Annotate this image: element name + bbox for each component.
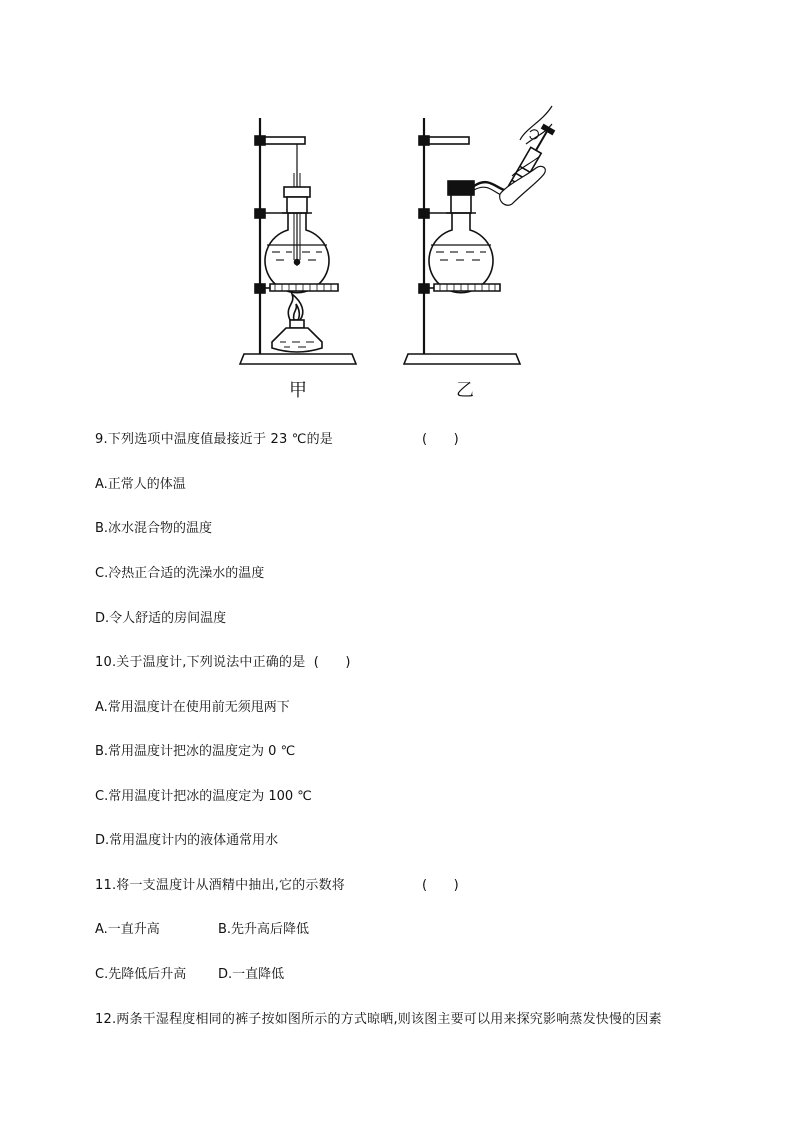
- question-12: [95, 1008, 662, 1027]
- question-11: [95, 874, 459, 893]
- option-c: C.常用温度计把冰的温度定为 100 ℃: [95, 789, 312, 804]
- option-d: D.常用温度计内的液体通常用水: [95, 833, 279, 848]
- question-stem: 12.两条干湿程度相同的裤子按如图所示的方式晾晒,则该图主要可以用来探究影响蒸发快慢的因素: [95, 1012, 662, 1027]
- option-c: C.冷热正合适的洗澡水的温度: [95, 566, 265, 581]
- question-stem: 10.关于温度计,下列说法中正确的是: [95, 655, 306, 670]
- option-b: B.先升高后降低: [218, 922, 310, 937]
- apparatus-figure: [230, 98, 570, 403]
- option-a: A.一直升高: [95, 922, 160, 937]
- answer-bracket: ( ): [422, 432, 459, 447]
- question-10: [95, 651, 351, 670]
- answer-bracket: ( ): [313, 655, 351, 670]
- option-b: B.常用温度计把冰的温度定为 0 ℃: [95, 744, 296, 759]
- option-row-ab: [95, 918, 309, 937]
- caption-right: 乙: [456, 380, 474, 401]
- question-stem: 9.下列选项中温度值最接近于 23 ℃的是: [95, 432, 334, 447]
- apparatus-illustration: [230, 98, 570, 403]
- option-a: A.正常人的体温: [95, 477, 186, 492]
- option-d: D.一直降低: [218, 967, 285, 982]
- caption-left: 甲: [289, 380, 307, 401]
- answer-bracket: ( ): [422, 878, 459, 893]
- apparatus-right: [404, 106, 554, 364]
- option-row-cd: [95, 963, 284, 982]
- question-9: [95, 428, 459, 447]
- apparatus-left: [240, 118, 356, 364]
- option-c: C.先降低后升高: [95, 967, 187, 982]
- option-d: D.令人舒适的房间温度: [95, 611, 227, 626]
- option-a: A.常用温度计在使用前无须甩两下: [95, 700, 290, 715]
- option-b: B.冰水混合物的温度: [95, 521, 213, 536]
- question-stem: 11.将一支温度计从酒精中抽出,它的示数将: [95, 878, 346, 893]
